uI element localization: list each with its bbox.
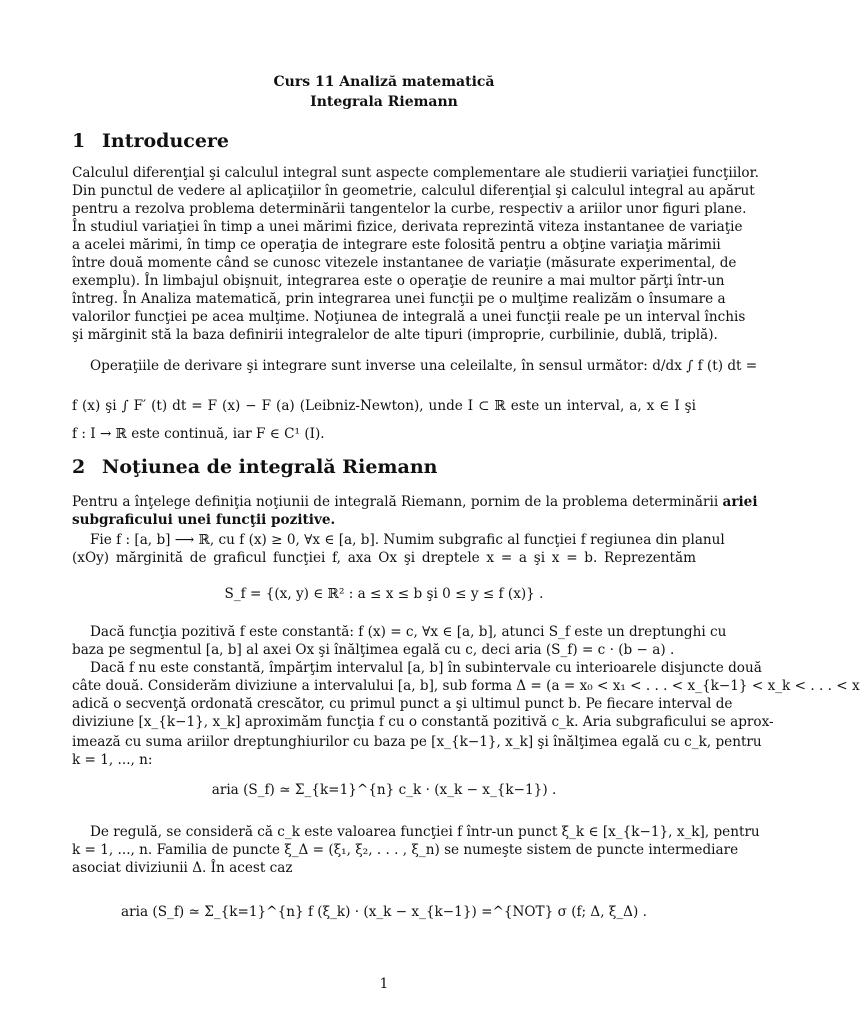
section-title: Introducere [102,130,230,152]
paragraph-line: întreg. În Analiza matematică, prin integrarea unei funcţii pe o mulţime realizăm o însumare a [72,291,726,307]
equation-subgraph: S_f = {(x, y) ∈ ℝ² : a ≤ x ≤ b şi 0 ≤ y ≤ f (x)} . [224,586,544,602]
paragraph-line: Operaţiile de derivare şi integrare sunt inverse una celeilalte, în sensul următor: d/dx ∫ f (t) dt = [90,358,758,374]
paragraph-line: De regulă, se consideră că c_k este valoarea funcţiei f într-un punct ξ_k ∈ [x_{k−1}, x_k], pentru [90,824,760,840]
paragraph-line: Dacă funcţia pozitivă f este constantă: f (x) = c, ∀x ∈ [a, b], atunci S_f este un dreptunghi cu [90,624,727,640]
section-heading-notiunea [72,456,437,478]
section-heading-introducere [72,130,229,152]
paragraph-line: pentru a rezolva problema determinării tangentelor la curbe, respectiv a ariilor unor figuri plane. [72,201,747,217]
paragraph-line: şi mărginit stă la baza definirii integralelor de alte tipuri (improprie, curbilinie, dublă, triplă). [72,327,718,343]
paragraph-line: valorilor funcţiei pe acea mulţime. Noţiunea de integrală a unei funcţii reale pe un interval închis [72,309,746,325]
paragraph-line: câte două. Considerăm diviziune a intervalului [a, b], sub forma Δ = (a = x₀ < x₁ < . . . < x_{k−1} < x_k < . . . < x [72,678,860,694]
paragraph-line: exemplu). În limbajul obişnuit, integrarea este o operaţie de reunire a mai multor părţi într-un [72,273,725,289]
paragraph-line: În studiul variaţiei în timp a unei mărimi fizice, derivata reprezintă viteza instantanee de variaţie [72,219,743,235]
paragraph-line: a acelei mărimi, în timp ce operaţia de integrare este folosită pentru a obţine variaţia mărimii [72,237,721,253]
paragraph-line: f : I → ℝ este continuă, iar F ∈ C¹ (I). [72,426,325,442]
paragraph-line: adică o secvenţă ordonată crescător, cu primul punct a şi ultimul punct b. Pe fiecare interval de [72,696,733,712]
text-run: Pentru a înţelege definiţia noţiunii de integrală Riemann, pornim de la problema determinării [72,494,719,510]
paragraph-line: diviziune [x_{k−1}, x_k] aproximăm funcţia f cu o constantă pozitivă c_k. Aria subgraficului se aprox- [72,714,774,730]
paragraph-line [72,494,768,510]
paragraph-line: între două momente când se cunosc vitezele instantanee de variaţie (măsurate experimental, de [72,255,737,271]
paragraph-line: k = 1, ..., n. Familia de puncte ξ_Δ = (ξ₁, ξ₂, . . . , ξ_n) se numeşte sistem de puncte intermediare [72,842,739,858]
bold-text: subgraficului unei funcţii pozitive. [72,512,336,528]
section-title: Noţiunea de integrală Riemann [102,456,438,478]
document-title: Curs 11 Analiză matematică [273,74,495,90]
paragraph-line: Dacă f nu este constantă, împărţim intervalul [a, b] în subintervale cu interioarele disjuncte două [90,660,762,676]
section-number: 2 [72,456,86,478]
paragraph-line: Din punctul de vedere al aplicaţiilor în geometrie, calculul diferenţial şi calculul integral au apărut [72,183,755,199]
paragraph-line: (xOy) mărginită de graficul funcţiei f, axa Ox şi dreptele x = a şi x = b. Reprezentăm [72,550,696,566]
paragraph-line: asociat diviziunii Δ. În acest caz [72,860,293,876]
paragraph-line: k = 1, ..., n: [72,752,153,768]
document-subtitle: Integrala Riemann [310,94,458,110]
paragraph-line: Calculul diferenţial şi calculul integral sunt aspecte complementare ale studierii variaţiei funcţiilor. [72,165,759,181]
paragraph-line: baza pe segmentul [a, b] al axei Ox şi înălţimea egală cu c, deci aria (S_f) = c · (b − a) . [72,642,675,658]
paragraph-line: imează cu suma ariilor dreptunghiurilor cu baza pe [x_{k−1}, x_k] şi înălţimea egală cu c_k, pentru [72,734,762,750]
paragraph-line: Fie f : [a, b] ⟶ ℝ, cu f (x) ≥ 0, ∀x ∈ [a, b]. Numim subgrafic al funcţiei f regiunea din planul [90,532,725,548]
page-number: 1 [379,976,389,992]
paragraph-line [72,512,696,528]
equation-riemann-sum: aria (S_f) ≃ Σ_{k=1}^{n} f (ξ_k) · (x_k − x_{k−1}) =^{NOT} σ (f; Δ, ξ_Δ) . [121,904,647,920]
paragraph-line: f (x) şi ∫ F′ (t) dt = F (x) − F (a) (Leibniz-Newton), unde I ⊂ ℝ este un interval, a, x ∈ I şi [72,398,696,414]
section-number: 1 [72,130,86,152]
bold-text: ariei [722,494,758,510]
equation-riemann-approx: aria (S_f) ≃ Σ_{k=1}^{n} c_k · (x_k − x_{k−1}) . [211,782,557,798]
